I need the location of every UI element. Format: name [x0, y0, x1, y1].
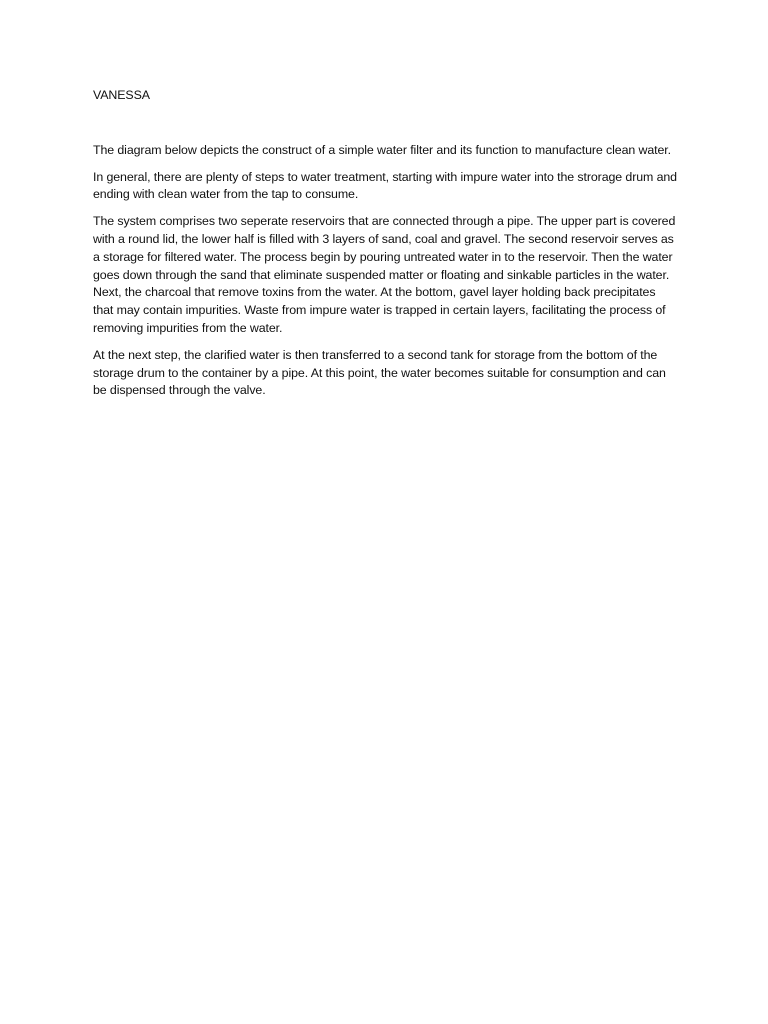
paragraph-overview: In general, there are plenty of steps to water treatment, starting with impure water into the strorage drum and ending with clean water from the tap to consume. [93, 169, 677, 202]
document-body [93, 87, 678, 409]
paragraph-intro: The diagram below depicts the construct of a simple water filter and its function to manufacture clean water. [93, 142, 671, 157]
paragraph-final-step: At the next step, the clarified water is then transferred to a second tank for storage from the bottom of the storage drum to the container by a pipe. At this point, the water becomes suitable for consumption and can be dispensed through the valve. [93, 347, 666, 398]
author-name: VANESSA [93, 88, 150, 102]
paragraph-system-description: The system comprises two seperate reservoirs that are connected through a pipe. The upper part is covered with a round lid, the lower half is filled with 3 layers of sand, coal and gravel. The second reservoir serves as a storage for filtered water. The process begin by pouring untreated water in to the reservoir. Then the water goes down through the sand that eliminate suspended matter or floating and sinkable particles in the water. Next, the charcoal that remove toxins from the water. At the bottom, gavel layer holding back precipitates that may contain impurities. Waste from impure water is trapped in certain layers, facilitating the process of removing impurities from the water. [93, 214, 676, 335]
